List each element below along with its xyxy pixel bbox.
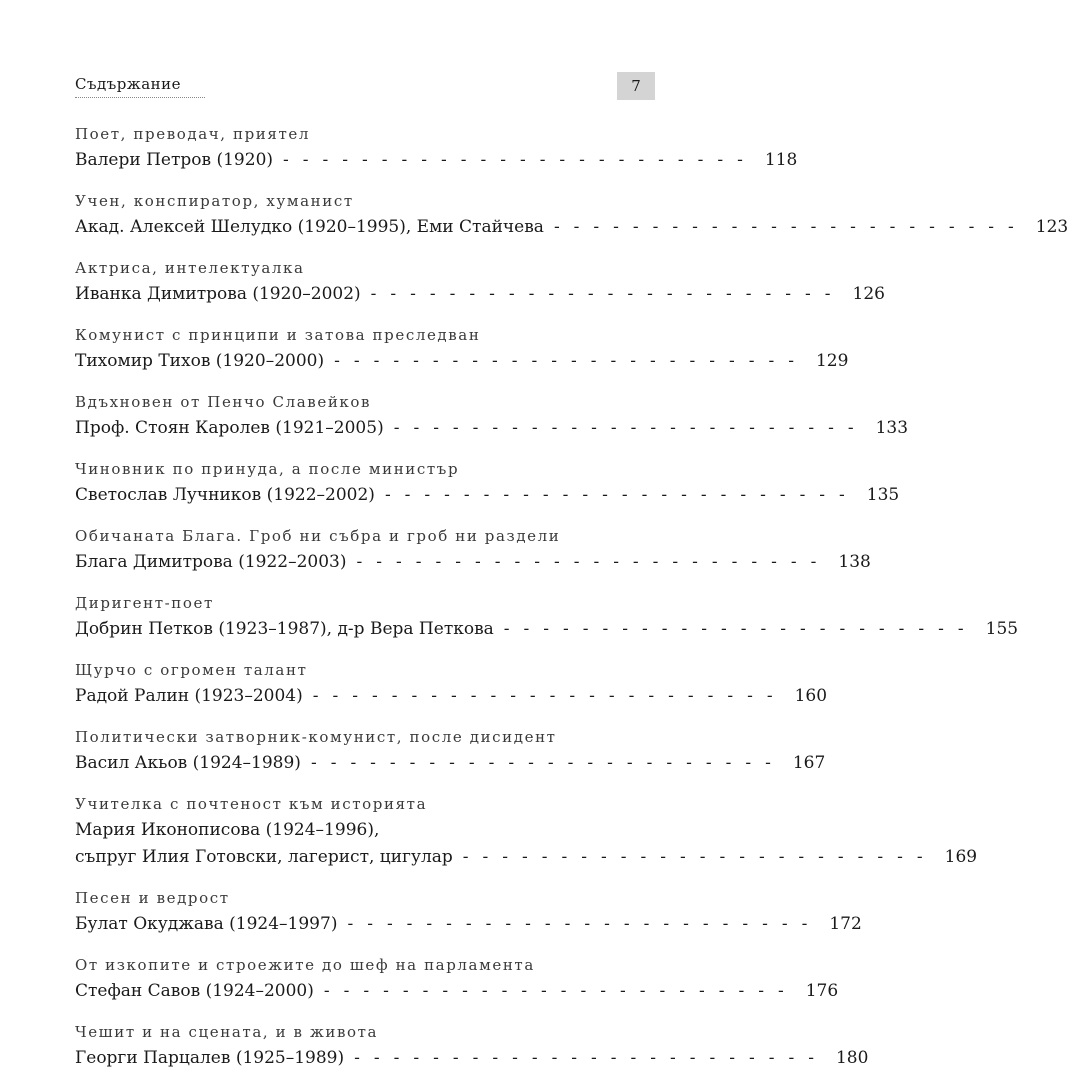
toc-entry-page: 180 [828, 1045, 868, 1072]
dot-leader: ------------------------ [312, 686, 787, 706]
toc-entry-page: 169 [937, 844, 977, 871]
toc-entry-line [75, 549, 871, 576]
toc-entry-line [75, 415, 909, 442]
toc-entry-page: 176 [798, 978, 838, 1005]
toc-entry [75, 953, 839, 1005]
toc-entry-subtitle: Вдъхновен от Пенчо Славейков [75, 393, 372, 411]
toc-entry-subtitle: Песен и ведрост [75, 889, 230, 907]
toc-entry [75, 524, 871, 576]
dot-leader: ------------------------ [310, 753, 785, 773]
toc-entry-name: Георги Парцалев (1925–1989) [75, 1045, 350, 1072]
toc-entry-page: 172 [821, 911, 861, 938]
toc-entry-page: 167 [785, 750, 825, 777]
toc-entry-line [75, 281, 885, 308]
toc-entry-line [75, 911, 862, 938]
toc-entry-subtitle: Актриса, интелектуалка [75, 259, 305, 277]
toc-entry-line [75, 482, 900, 509]
toc-entry-name: Тихомир Тихов (1920–2000) [75, 348, 330, 375]
dot-leader: ------------------------ [384, 485, 859, 505]
toc-entry-subtitle: Чешит и на сцената, и в живота [75, 1023, 379, 1041]
dot-leader: ------------------------ [323, 981, 798, 1001]
dot-leader: ------------------------ [283, 150, 757, 170]
section-title: Съдържание [75, 75, 205, 98]
toc-entry-line [75, 817, 625, 844]
toc-entry-subtitle: Политически затворник-комунист, после дисидент [75, 728, 557, 746]
dot-leader: ------------------------ [370, 284, 845, 304]
toc-entry-name: Иванка Димитрова (1920–2002) [75, 281, 367, 308]
toc-entry [75, 725, 826, 777]
toc-entry-subtitle: Учителка с почтеност към историята [75, 795, 428, 813]
toc-entry-name: Булат Окуджава (1924–1997) [75, 911, 343, 938]
toc-entry-line [75, 750, 826, 777]
toc-entry-name: Стефан Савов (1924–2000) [75, 978, 320, 1005]
toc-entry-page: 135 [859, 482, 899, 509]
toc-entry-page: 118 [757, 147, 797, 174]
toc-entry-line [75, 147, 798, 174]
toc-entry-subtitle: Чиновник по принуда, а после министър [75, 460, 460, 478]
dot-leader: ------------------------ [503, 619, 978, 639]
toc-entry [75, 122, 798, 174]
toc-entry-subtitle: Учен, конспиратор, хуманист [75, 192, 354, 210]
toc-entry-page: 155 [978, 616, 1018, 643]
toc-entry-line [75, 978, 839, 1005]
toc-entry-page: 160 [787, 683, 827, 710]
toc-entry-name: Васил Акьов (1924–1989) [75, 750, 307, 777]
toc-entry-name: Валери Петров (1920) [75, 147, 279, 174]
toc-entry-name: Добрин Петков (1923–1987), д-р Вера Петкова [75, 616, 500, 643]
toc-entry-name: Проф. Стоян Каролев (1921–2005) [75, 415, 390, 442]
dot-leader: ------------------------ [347, 914, 822, 934]
page-number: 7 [617, 72, 655, 100]
dot-leader: ------------------------ [393, 418, 868, 438]
toc-entry-name: съпруг Илия Готовски, лагерист, цигулар [75, 844, 459, 871]
toc-entry [75, 886, 862, 938]
toc-entry-subtitle: Поет, преводач, приятел [75, 125, 310, 143]
toc-entry-name: Блага Димитрова (1922–2003) [75, 549, 353, 576]
toc-entry-page: 126 [845, 281, 885, 308]
toc-entry-subtitle: Обичаната Блага. Гроб ни събра и гроб ни раздели [75, 527, 561, 545]
toc-entry-page: 133 [868, 415, 908, 442]
toc-entry [75, 323, 849, 375]
toc-entry [75, 390, 909, 442]
toc-entry-subtitle: Комунист с принципи и затова преследван [75, 326, 481, 344]
table-of-contents [75, 122, 1068, 1087]
dot-leader: ------------------------ [462, 847, 937, 867]
dot-leader: ------------------------ [356, 552, 831, 572]
dot-leader: ------------------------ [334, 351, 808, 371]
toc-entry-name: Мария Иконописова (1924–1996), [75, 817, 385, 844]
toc-entry-line [75, 844, 978, 871]
toc-entry-line [75, 1045, 869, 1072]
toc-entry [75, 1020, 869, 1072]
toc-entry [75, 457, 900, 509]
dot-leader: ------------------------ [354, 1048, 828, 1068]
toc-entry-name: Акад. Алексей Шелудко (1920–1995), Еми Стайчева [75, 214, 550, 241]
toc-entry [75, 189, 1068, 241]
toc-entry-subtitle: От изкопите и строежите до шеф на парламента [75, 956, 535, 974]
toc-entry-page: 138 [830, 549, 870, 576]
toc-entry-page: 129 [808, 348, 848, 375]
toc-entry-name: Радой Ралин (1923–2004) [75, 683, 309, 710]
toc-entry-line [75, 348, 849, 375]
toc-entry [75, 658, 828, 710]
dot-leader: ------------------------ [553, 217, 1028, 237]
toc-entry-line [75, 214, 1068, 241]
toc-entry [75, 792, 978, 871]
toc-entry-page: 123 [1028, 214, 1068, 241]
toc-entry-line [75, 616, 1019, 643]
toc-entry-name: Светослав Лучников (1922–2002) [75, 482, 381, 509]
toc-entry-subtitle: Диригент-поет [75, 594, 214, 612]
toc-entry [75, 591, 1019, 643]
toc-entry-line [75, 683, 828, 710]
toc-entry [75, 256, 885, 308]
toc-entry-subtitle: Щурчо с огромен талант [75, 661, 308, 679]
